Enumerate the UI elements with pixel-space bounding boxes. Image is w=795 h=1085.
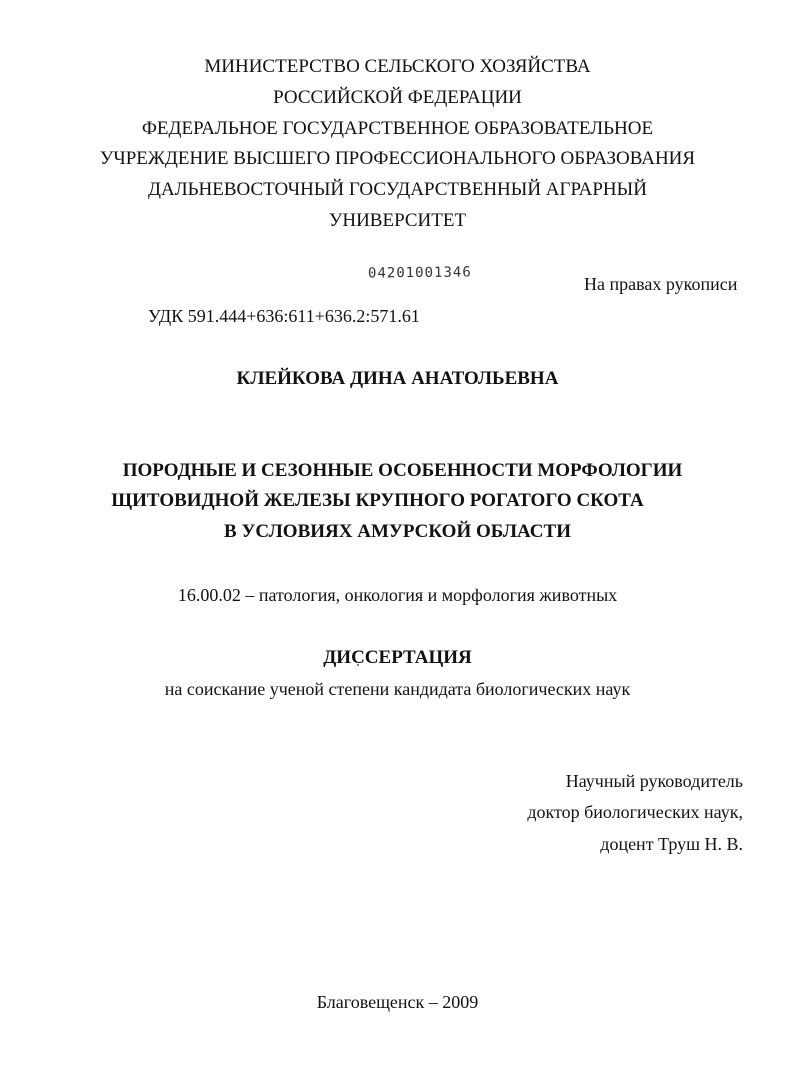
supervisor-name: доцент Труш Н. В. [600,834,743,854]
institution-line-3: ДАЛЬНЕВОСТОЧНЫЙ ГОСУДАРСТВЕННЫЙ АГРАРНЫЙ [148,179,647,200]
author-name: КЛЕЙКОВА ДИНА АНАТОЛЬЕВНА [236,368,559,389]
registry-number-stamp: 04201001346 [367,264,472,282]
institution-line-1: ФЕДЕРАЛЬНОЕ ГОСУДАРСТВЕННОЕ ОБРАЗОВАТЕЛЬНОЕ [141,118,654,139]
supervisor-title: Научный руководитель [565,771,743,791]
title-line-1: ПОРОДНЫЕ И СЕЗОННЫЕ ОСОБЕННОСТИ МОРФОЛОГИИ [122,460,683,481]
title-line-3: В УСЛОВИЯХ АМУРСКОЙ ОБЛАСТИ [224,521,571,542]
degree-subtitle: на соискание ученой степени кандидата биологических наук [164,679,631,699]
udc-code: УДК 591.444+636:611+636.2:571.61 [148,306,420,326]
title-line-2: ЩИТОВИДНОЙ ЖЕЛЕЗЫ КРУПНОГО РОГАТОГО СКОТА [111,490,644,511]
city-year: Благовещенск – 2009 [316,992,479,1012]
institution-line-2: УЧРЕЖДЕНИЕ ВЫСШЕГО ПРОФЕССИОНАЛЬНОГО ОБРАЗОВАНИЯ [99,148,696,169]
ministry-line-1: МИНИСТЕРСТВО СЕЛЬСКОГО ХОЗЯЙСТВА [204,56,591,77]
specialty: 16.00.02 – патология, онкология и морфология животных [177,585,618,605]
institution-line-4: УНИВЕРСИТЕТ [328,210,467,231]
dissertation-heading: ДИССЕРТАЦИЯ [323,647,472,668]
supervisor-degree: доктор биологических наук, [527,802,743,822]
ministry-line-2: РОССИЙСКОЙ ФЕДЕРАЦИИ [273,87,522,108]
rights-note: На правах рукописи [584,274,738,294]
